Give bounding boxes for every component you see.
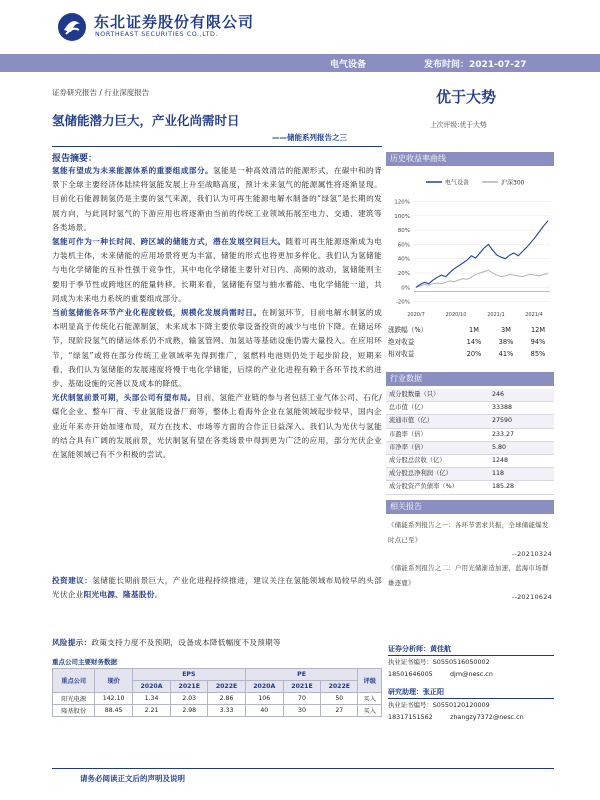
investment-highlight: 阳光电源、隆基股份 — [83, 590, 155, 600]
ind-value: 233.27 — [489, 428, 554, 441]
report-title: 氢储能潜力巨大，产业化尚需时日 — [52, 113, 240, 128]
analyst-email[interactable]: djm@nesc.cn — [450, 670, 493, 678]
x-tick: 2020/7 — [407, 312, 425, 318]
related-report-1[interactable] — [388, 518, 552, 560]
ind-label: 流通市值（亿） — [386, 415, 489, 428]
title-rule — [52, 146, 382, 147]
table-row — [386, 389, 554, 402]
perf-value: 41% — [498, 350, 514, 358]
related-report-date: --20210624 — [511, 593, 552, 601]
fin-year: 2020A — [245, 681, 283, 693]
breadcrumb: 证券研究报告 / 行业深度报告 — [52, 88, 150, 97]
fin-h-rating: 评级 — [358, 669, 382, 693]
return-chart — [386, 170, 554, 320]
analyst-cert: 执业证书编号：S0550516050002 — [388, 658, 490, 666]
legend-sector: 电气设备 — [445, 179, 470, 187]
fin-cell: 买入 — [358, 705, 382, 717]
fin-year: 2022E — [321, 681, 358, 693]
fin-h-company: 重点公司 — [53, 669, 95, 693]
fin-cell: 隆基股份 — [53, 705, 95, 717]
related-report-text[interactable]: 《储能系列报告之二：户用光储渐造加速，蓝海市场群雄逐鹿》 — [388, 564, 549, 587]
paragraph-4 — [52, 391, 382, 462]
perf-header: 涨跌幅（%） — [388, 326, 428, 334]
perf-value: 38% — [498, 338, 514, 346]
paragraph-text: 随着可再生能源逐渐成为电力装机主体，未来储能的应用场景将更为丰富，储能的形式也将更加多样化。我们认为氢储能与电化学储能的互补性强于竞争性，其中电化学储能主要针对日内、高频的波动，氢储能则主要用于季节性或跨地区的能量转移。长期来看，氢储能有望与抽水蓄能、电化学储能一道，共同成为未来电力系统的重要组成部分。 — [52, 237, 382, 303]
sector-label: 电气设备 — [330, 60, 367, 70]
company-name-cn: 东北证券股份有限公司 — [94, 13, 255, 31]
fin-year: 2021E — [171, 681, 208, 693]
perf-value: 85% — [530, 350, 546, 358]
analyst-email[interactable]: zhangzy7372@nesc.cn — [450, 713, 524, 721]
fin-cell: 2.98 — [171, 705, 208, 717]
y-tick: 20% — [397, 271, 410, 277]
ind-label: 成分股数量（只） — [386, 389, 489, 402]
analyst-phone: 18501646005 — [388, 670, 433, 678]
fin-cell: 2.86 — [208, 693, 245, 705]
ind-label: 成分股总营收（亿） — [386, 455, 489, 468]
industry-table — [386, 389, 554, 495]
table-row — [386, 402, 554, 415]
paragraph-lead: 氢能有望成为未来能源体系的重要组成部分。 — [52, 166, 214, 175]
ind-label: 市盈率（倍） — [386, 428, 489, 441]
rating: 优于大势 — [436, 88, 497, 106]
investment-text: 氢储能长期前景巨大，产业化进程持续推进，建议关注在氢能领域布局较早的头部光伏企业 — [52, 576, 383, 600]
ind-label: 成分股总净利润（亿） — [386, 468, 489, 481]
related-title: 相关报告 — [390, 502, 422, 511]
table-row — [386, 455, 554, 468]
table-row — [386, 428, 554, 441]
ind-value: 246 — [489, 389, 554, 402]
x-tick: 2021/1 — [487, 312, 505, 318]
y-tick: 80% — [397, 228, 410, 235]
table-row — [386, 415, 554, 428]
fin-cell: 50 — [321, 693, 358, 705]
paragraph-text: 目前，氢能产业链的参与者包括工业气体公司、石化/煤化企业、整车厂商、专业氢能设备厂商等，整体上看海外企业在氢能领域起步较早，国内企业近年来亦开始加速布局，双方在技术、市场等方面的合作正日益深入。我们认为光伏与氢能的结合具有广阔的发展前景，光伏制氢有望在各类场景中得到更为广泛的应用，部分光伏企业在氢能领域已有不少积极的尝试。 — [52, 393, 382, 460]
performance-table — [388, 324, 554, 360]
investment-end: 。 — [154, 590, 163, 600]
related-report-2[interactable] — [388, 561, 552, 603]
paragraph-lead: 当前氢储能各环节产业化程度较低，规模化发展尚需时日。 — [52, 308, 262, 318]
perf-header: 3M — [501, 326, 511, 334]
fin-cell: 88.45 — [95, 705, 133, 717]
fin-cell: 2.21 — [132, 705, 170, 717]
ind-label: 成分股资产负债率（%） — [386, 481, 489, 494]
fin-cell: 买入 — [358, 693, 382, 705]
y-tick: 120% — [394, 199, 410, 206]
analyst-cert: 执业证书编号：S0550120120009 — [388, 701, 490, 709]
analyst-title: 证券分析师：黄佳航 — [388, 643, 554, 656]
perf-value: 20% — [466, 350, 482, 358]
legend-index: 沪深300 — [501, 179, 525, 187]
fin-cell: 27 — [321, 705, 358, 717]
investment-lead: 投资建议： — [52, 576, 93, 585]
table-row — [386, 468, 554, 481]
fin-h-pe: PE — [245, 669, 358, 681]
summary-label: 报告摘要： — [52, 154, 98, 164]
risk-lead: 风险提示： — [52, 638, 92, 647]
analyst-1 — [388, 643, 554, 680]
ind-value: 1248 — [489, 455, 554, 468]
perf-header: 1M — [469, 326, 479, 334]
related-report-date: --20210324 — [511, 550, 552, 558]
ind-label: 总市值（亿） — [386, 402, 489, 415]
investment-advice — [52, 574, 382, 602]
ind-value: 185.28 — [489, 481, 554, 494]
perf-label: 相对收益 — [388, 350, 415, 358]
y-tick: -20% — [395, 299, 410, 306]
risk-warning — [52, 636, 382, 650]
risk-text: 政策支持力度不及预期，设备成本降低幅度不及预期等 — [91, 638, 281, 647]
fin-cell: 30 — [283, 705, 320, 717]
paragraph-1 — [52, 164, 382, 235]
paragraph-3 — [52, 306, 382, 391]
perf-label: 绝对收益 — [388, 338, 415, 346]
table-row — [53, 693, 382, 705]
paragraph-2 — [52, 235, 382, 306]
y-tick: 60% — [397, 242, 410, 249]
table-row — [386, 481, 554, 494]
fin-cell: 1.34 — [132, 693, 170, 705]
fin-cell: 2.03 — [171, 693, 208, 705]
paragraph-lead: 氢能可作为一种长时间、跨区域的储能方式，潜在发展空间巨大。 — [52, 237, 286, 247]
analyst-contact — [388, 668, 554, 680]
summary-body — [52, 164, 382, 462]
table-row — [386, 441, 554, 454]
y-tick: 0% — [401, 285, 410, 292]
release-date: 发布时间：2021-07-27 — [424, 60, 527, 70]
industry-title-bar — [386, 372, 554, 386]
paragraph-text: 氢能是一种高效清洁的能源形式，在碳中和的背景下全球主要经济体陆续将氢能发展上升至战略高度，预计未来氢气的能源属性将逐渐显现。目前化石能源制氢仍是主要的氢气来源，我们认为可再生能源电解水制备的“绿氢”是长期的发展方向，与此同时氢气的下游应用也将逐渐由当前的传统工业领域拓展至电力、交通、建筑等各类场景。 — [52, 166, 382, 232]
fin-year: 2022E — [208, 681, 245, 693]
fin-cell: 142.10 — [95, 693, 133, 705]
fin-h-eps: EPS — [132, 669, 245, 681]
perf-header: 12M — [530, 326, 546, 334]
series-line-electrical — [416, 221, 548, 287]
fin-cell: 70 — [283, 693, 320, 705]
paragraph-text: 在制氢环节，目前电解水制氢的成本明显高于传统化石能源制氢，未来成本下降主要依靠设备投资的减少与电价下降。在储运环节，现阶段氢气的储运体系仍不成熟，输氢管网、加氢站等基础设施仍需大量投入。在应用环节，“绿氢”或将在部分传统工业领域率先得到推广，氢燃料电池则仍处于起步阶段，短期来看，我们认为氢储能的发展速度将慢于电化学储能，后续的产业化进程有赖于各环节技术的进步、基础设施的完善以及成本的降低。 — [52, 308, 383, 389]
ind-value: 27590 — [489, 415, 554, 428]
ind-value: 33388 — [489, 402, 554, 415]
ind-value: 5.80 — [489, 441, 554, 454]
fin-cell: 3.33 — [208, 705, 245, 717]
financial-table — [52, 668, 382, 717]
perf-value: 94% — [530, 338, 546, 346]
perf-value: 14% — [466, 338, 482, 346]
prev-rating: 上次评级:优于大势 — [430, 121, 487, 129]
x-tick: 2021/4 — [525, 312, 543, 318]
x-tick: 2020/10 — [445, 312, 467, 318]
table-row — [53, 705, 382, 717]
related-title-bar — [386, 500, 554, 514]
fin-table-caption: 重点公司主要财务数据 — [52, 658, 117, 666]
company-name-en: NORTHEAST SECURITIES CO.,LTD. — [95, 31, 219, 38]
fin-cell: 阳光电源 — [53, 693, 95, 705]
footer-note: 请务必阅读正文后的声明及说明 — [80, 774, 185, 783]
fin-year: 2020A — [132, 681, 170, 693]
chart-title: 历史收益率曲线 — [390, 154, 446, 163]
logo — [57, 12, 87, 42]
y-tick: 40% — [397, 256, 410, 263]
analyst-contact — [388, 711, 554, 723]
report-subtitle: ——储能系列报告之三 — [272, 133, 347, 142]
fin-cell: 106 — [245, 693, 283, 705]
ind-value: 118 — [489, 468, 554, 481]
chart-title-bar — [386, 152, 554, 166]
fin-cell: 40 — [245, 705, 283, 717]
y-tick: 100% — [394, 213, 410, 220]
related-report-text[interactable]: 《储能系列报告之一：各环节需求共振，全球储能爆发时点已至》 — [388, 521, 549, 544]
analyst-phone: 18317151562 — [388, 713, 433, 721]
footer-rule — [52, 768, 554, 769]
industry-title: 行业数据 — [390, 374, 422, 383]
ind-label: 市净率（倍） — [386, 441, 489, 454]
fin-year: 2021E — [283, 681, 320, 693]
paragraph-lead: 光伏制氢前景可期，头部公司有望布局。 — [52, 393, 196, 403]
analyst-2 — [388, 686, 554, 723]
analyst-title: 研究助理：张正阳 — [388, 686, 554, 699]
fin-h-price: 现价 — [95, 669, 133, 693]
